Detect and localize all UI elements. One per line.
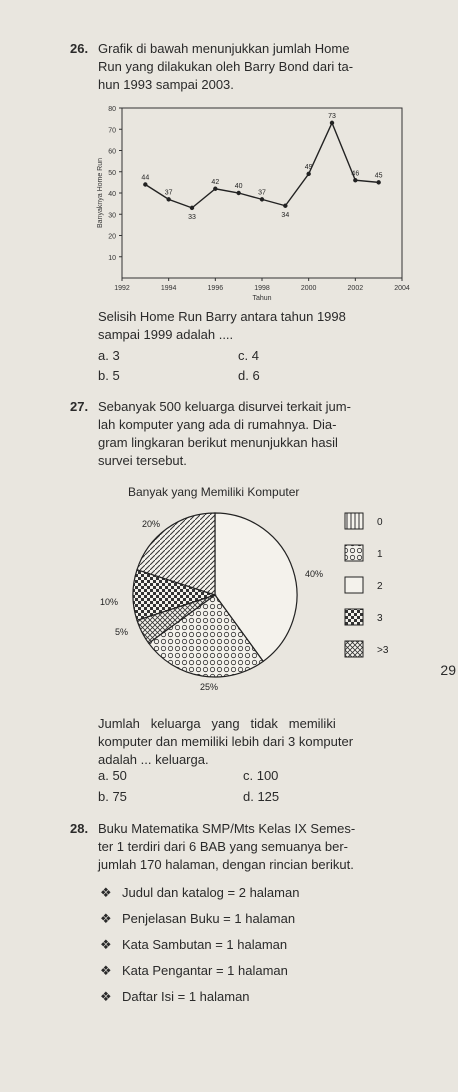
data-label: 49 [304,163,313,171]
option-a[interactable]: a. 50 [98,768,127,783]
list-item [100,989,250,1005]
bullet-icon: ❖ [100,963,112,978]
item-text: Kata Sambutan = 1 halaman [122,937,288,952]
legend-swatch [345,641,363,657]
option-a[interactable]: a. 3 [98,348,120,363]
y-tick-label: 20 [108,233,116,241]
data-point [166,197,170,201]
x-tick-label: 2002 [347,285,364,292]
item-text: Kata Pengantar = 1 halaman [122,963,288,978]
data-point [190,206,194,210]
x-tick-label: 2000 [300,285,317,292]
question-line: sampai 1999 adalah .... [98,327,234,342]
data-label: 37 [258,189,266,197]
bullet-icon: ❖ [100,885,112,900]
legend-label: 0 [377,517,383,528]
y-tick-label: 80 [108,106,116,113]
pie-percent-label: 5% [115,627,129,637]
data-point [236,191,240,195]
pie-percent-label: 25% [200,682,219,692]
page-number: 29 [440,662,456,678]
x-tick-label: 1996 [207,285,224,292]
legend-swatch [345,577,363,593]
legend-label: >3 [377,645,389,656]
option-b[interactable]: b. 75 [98,789,127,804]
y-tick-label: 50 [108,169,116,177]
question-line: Run yang dilakukan oleh Barry Bond dari ta- [98,59,354,74]
data-label: 42 [211,178,220,186]
y-tick-label: 70 [108,127,116,135]
data-label: 40 [234,183,243,190]
x-axis-label: Tahun [252,295,272,302]
question-line: Jumlah keluarga yang tidak memiliki [98,716,336,731]
data-label: 37 [164,189,173,197]
x-tick-label: 2004 [394,285,410,292]
data-point [376,180,380,184]
question-line: Grafik di bawah menunjukkan jumlah Home [98,41,350,56]
data-label: 44 [141,174,150,182]
list-item [100,911,295,927]
home-run-line-chart [90,100,410,310]
data-label: 34 [281,211,290,219]
question-line: ter 1 terdiri dari 6 BAB yang semuanya ber- [98,839,349,854]
question-line: survei tersebut. [98,453,187,468]
legend-swatch [345,545,363,561]
question-line: jumlah 170 halaman, dengan rincian berikut. [98,857,354,872]
bullet-icon: ❖ [100,989,112,1004]
y-tick-label: 40 [108,191,116,198]
question-line: Sebanyak 500 keluarga disurvei terkait jum- [98,399,351,414]
question-number: 28. [70,821,89,836]
data-label: 33 [188,213,196,221]
legend-swatch [345,609,363,625]
option-d[interactable]: d. 6 [238,368,260,383]
legend-label: 1 [377,549,383,560]
data-point [283,204,287,208]
list-item [100,937,287,953]
bullet-icon: ❖ [100,911,112,926]
option-c[interactable]: c. 4 [238,348,259,363]
question-line: gram lingkaran berikut menunjukkan hasil [98,435,338,450]
y-axis-label: Banyaknya Home Run [97,157,104,229]
pie-percent-label: 10% [100,597,119,607]
item-text: Penjelasan Buku = 1 halaman [122,911,296,926]
option-b[interactable]: b. 5 [98,368,120,383]
question-number: 26. [70,41,89,56]
data-label: 46 [351,170,360,178]
y-tick-label: 60 [108,148,116,156]
list-item [100,885,299,901]
bullet-icon: ❖ [100,937,112,952]
option-c[interactable]: c. 100 [243,768,279,783]
option-d[interactable]: d. 125 [243,789,280,804]
pie-percent-label: 20% [142,519,161,529]
item-text: Judul dan katalog = 2 halaman [122,885,300,900]
pie-percent-label: 40% [305,569,324,579]
legend-label: 2 [377,581,383,592]
question-line: komputer dan memiliki lebih dari 3 komputer [98,734,354,749]
data-point [213,187,217,191]
data-label: 45 [374,172,383,180]
pie-title: Banyak yang Memiliki Komputer [128,485,300,499]
data-label: 73 [328,112,336,120]
data-point [143,182,147,186]
y-tick-label: 30 [108,212,116,220]
question-line: hun 1993 sampai 2003. [98,77,234,92]
data-point [330,121,334,125]
question-line: Selisih Home Run Barry antara tahun 1998 [98,309,346,324]
computer-ownership-pie-chart [90,505,450,705]
list-item [100,963,288,979]
data-point [306,172,310,176]
question-line: Buku Matematika SMP/Mts Kelas IX Semes- [98,821,356,836]
question-line: lah komputer yang ada di rumahnya. Dia- [98,417,337,432]
item-text: Daftar Isi = 1 halaman [122,989,250,1004]
x-tick-label: 1998 [254,285,270,292]
legend-swatch [345,513,363,529]
question-number: 27. [70,399,89,414]
x-tick-label: 1992 [114,285,130,292]
data-point [260,197,264,201]
data-point [353,178,357,182]
question-line: adalah ... keluarga. [98,752,209,767]
y-tick-label: 10 [108,254,116,262]
x-tick-label: 1994 [160,285,177,292]
legend-label: 3 [377,613,383,624]
